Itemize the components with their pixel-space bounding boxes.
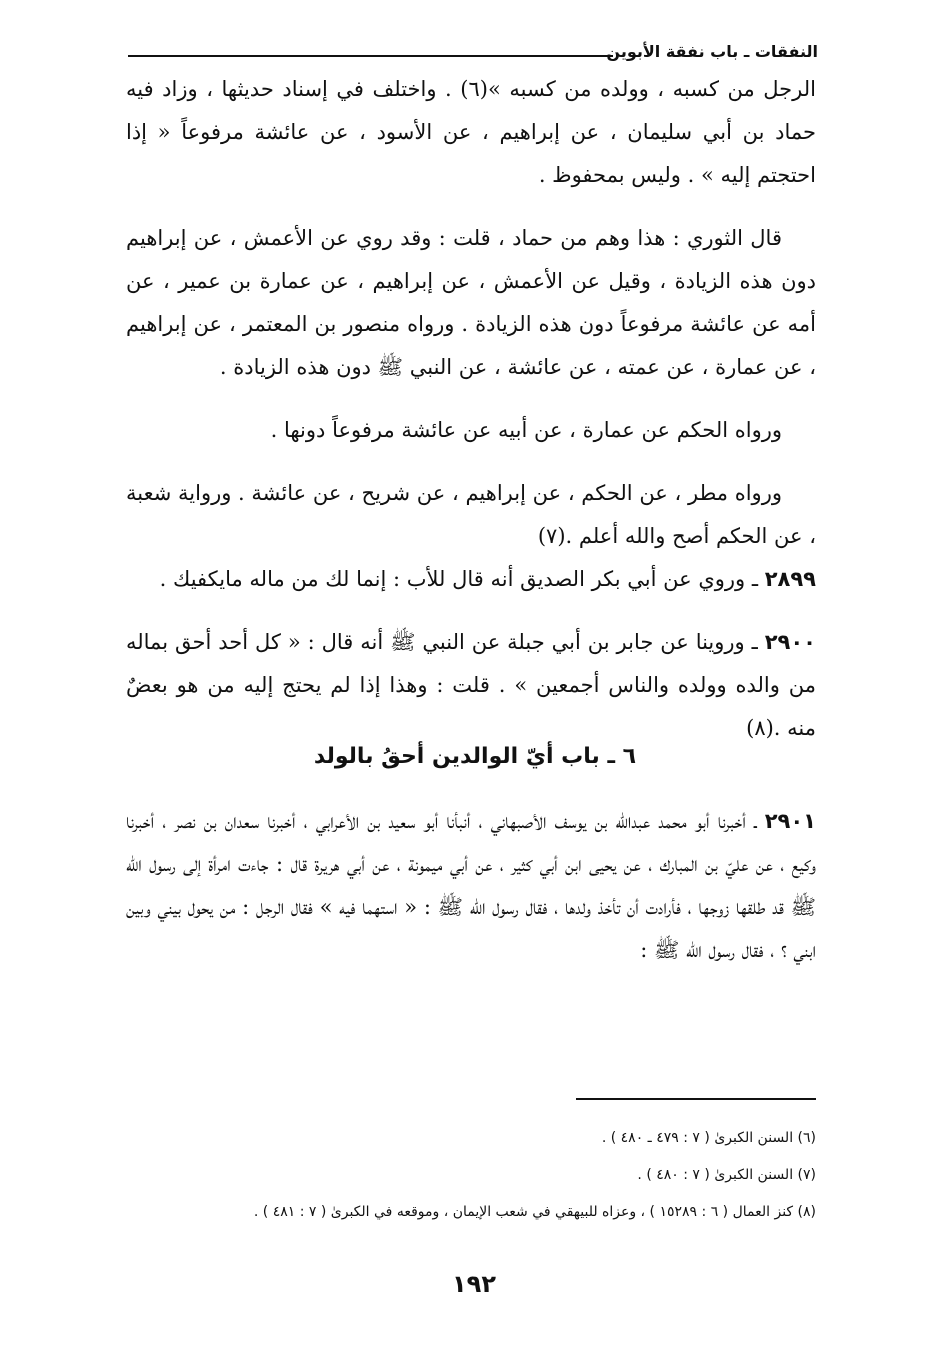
paragraph-3: ورواه الحكم عن عمارة ، عن أبيه عن عائشة مرفوعاً دونها .: [270, 418, 782, 442]
hadith-2899: [126, 558, 816, 601]
footnotes: [116, 1120, 816, 1231]
main-text-bottom: [126, 800, 816, 972]
paragraph-2: قال الثوري : هذا وهم من حماد ، قلت : وقد روي عن الأعمش ، عن إبراهيم دون هذه الزيادة ، وقيل عن الأعمش ، عن إبراهيم ، عن عمارة بن عمير ، عن أمه عن عائشة مرفوعاً دون هذه الزيادة . ورواه منصور بن المعتمر ، عن إبراهيم ، عن عمارة ، عن عمته ، عن عائشة ، عن النبي ﷺ دون هذه الزيادة .: [126, 226, 816, 379]
main-text-top: [126, 68, 816, 750]
chapter-title: ٦ ـ باب أيّ الوالدين أحقُ بالولد: [313, 744, 637, 769]
hadith-text: ـ وروي عن أبي بكر الصديق أنه قال للأب : إنما لك من ماله مايكفيك .: [159, 567, 759, 591]
footnote-7: (٧) السنن الكبرىٰ ( ٧ : ٤٨٠ ) .: [637, 1167, 816, 1183]
hadith-number: ٢٩٠١: [764, 809, 816, 833]
hadith-2900: [126, 621, 816, 750]
footnote-rule: [576, 1098, 816, 1100]
running-head-title: النفقات ـ باب نفقة الأبوين: [606, 42, 818, 61]
page-number: ١٩٢: [452, 1270, 496, 1298]
hadith-text: ـ وروينا عن جابر بن أبي جبلة عن النبي ﷺ أنه قال : « كل أحد أحق بماله من والده وولده والناس أجمعين » . قلت : وهذا إذا لم يحتج إليه من هو بعضٌ منه .(٨): [126, 630, 816, 740]
hadith-2901: [126, 800, 816, 972]
paragraph-4: ورواه مطر ، عن الحكم ، عن إبراهيم ، عن شريح ، عن عائشة . ورواية شعبة ، عن الحكم أصح والله أعلم .(٧): [126, 481, 816, 548]
footnote-8: (٨) كنز العمال ( ٦ : ١٥٢٨٩ ) ، وعزاه للبيهقي في شعب الإيمان ، وموقعه في الكبرىٰ ( ٧ : ٤٨١ ) .: [253, 1204, 816, 1220]
paragraph-1: الرجل من كسبه ، وولده من كسبه »(٦) . واختلف في إسناد حديثها ، وزاد فيه حماد بن أبي سليمان ، عن إبراهيم ، عن الأسود ، عن عائشة مرفوعاً « إذا احتجتم إليه » . وليس بمحفوظ .: [126, 77, 816, 187]
hadith-number: ٢٩٠٠: [764, 630, 816, 654]
footnote-6: (٦) السنن الكبرىٰ ( ٧ : ٤٧٩ ـ ٤٨٠ ) .: [601, 1130, 816, 1146]
hadith-number: ٢٨٩٩: [764, 567, 816, 591]
hadith-text: ـ أخبرنا أبو محمد عبدالله بن يوسف الأصبهاني ، أنبأنا أبو سعيد بن الأعرابي ، أخبرنا سعدان بن نصر ، أخبرنا وكيع ، عن عليّ بن المبارك ، عن يحيى ابن أبي كثير ، عن أبي ميمونة ، عن أبي هريرة قال : جاءت امرأة إلى رسول الله ﷺ قد طلقها زوجها ، فأرادت أن تأخذ ولدها ، فقال رسول الله ﷺ : « استهما فيه » فقال الرجل : من يحول بيني وبين ابني ؟ ، فقال رسول الله ﷺ :: [126, 809, 816, 962]
header-rule: [128, 55, 613, 57]
running-head: [128, 40, 818, 64]
